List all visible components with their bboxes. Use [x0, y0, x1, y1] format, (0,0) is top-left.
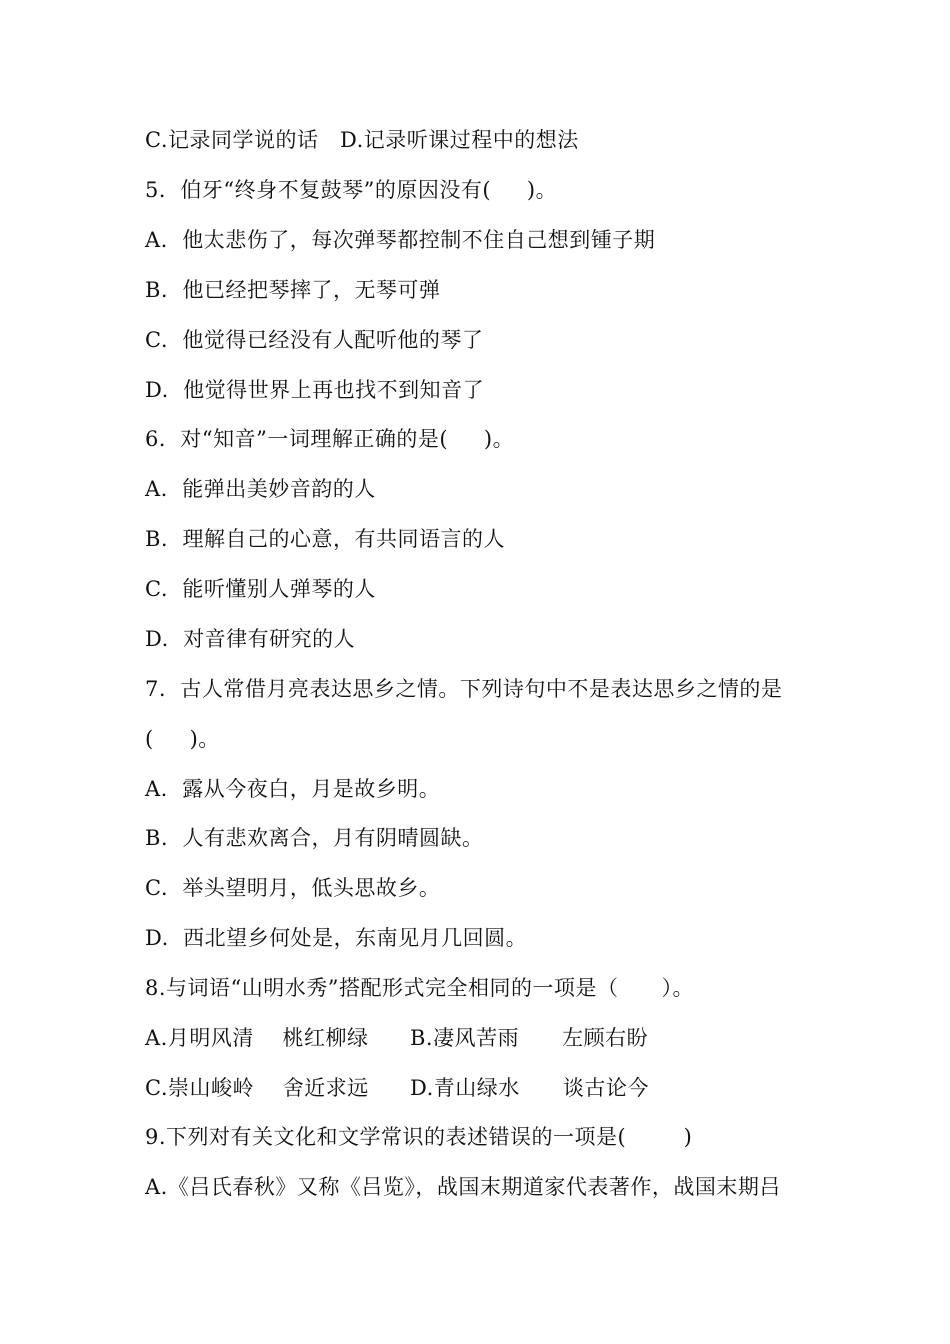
q7-stem-continued: ( )。 — [145, 727, 220, 751]
q6-option-d: D. 对音律有研究的人 — [145, 627, 356, 651]
q5-option-c: C. 他觉得已经没有人配听他的琴了 — [145, 328, 484, 352]
q6-option-b: B. 理解自己的心意，有共同语言的人 — [145, 527, 505, 551]
q9-stem: 9.下列对有关文化和文学常识的表述错误的一项是( ) — [145, 1125, 693, 1149]
q6-option-c: C. 能听懂别人弹琴的人 — [145, 577, 376, 601]
q5-stem: 5．伯牙“终身不复鼓琴”的原因没有( )。 — [145, 178, 558, 202]
q5-option-a: A. 他太悲伤了，每次弹琴都控制不住自己想到锺子期 — [145, 228, 656, 252]
q8-option-d: D.青山绿水 谈古论今 — [410, 1076, 649, 1100]
q8-stem: 8.与词语“山明水秀”搭配形式完全相同的一项是（ ）。 — [145, 976, 695, 1000]
q5-option-b: B. 他已经把琴摔了，无琴可弹 — [145, 278, 441, 302]
q8-option-a: A.月明风清 桃红柳绿 — [145, 1026, 369, 1050]
q8-option-b: B.凄风苦雨 左顾右盼 — [410, 1026, 649, 1050]
q7-option-c: C. 举头望明月，低头思故乡。 — [145, 876, 441, 900]
q9-option-a: A.《吕氏春秋》又称《吕览》，战国末期道家代表著作，战国末期吕 — [145, 1175, 781, 1199]
q7-option-b: B. 人有悲欢离合，月有阴晴圆缺。 — [145, 826, 484, 850]
q6-option-a: A. 能弹出美妙音韵的人 — [145, 477, 376, 501]
q7-option-a: A. 露从今夜白，月是故乡明。 — [145, 777, 441, 801]
q8-options-cd — [145, 1073, 845, 1103]
q7-stem: 7. 古人常借月亮表达思乡之情。下列诗句中不是表达思乡之情的是 — [145, 677, 783, 701]
q6-stem: 6．对“知音”一词理解正确的是( )。 — [145, 427, 515, 451]
q8-option-c: C.崇山峻岭 舍近求远 — [145, 1076, 369, 1100]
q8-options-ab — [145, 1023, 845, 1053]
q4-option-cd: C.记录同学说的话 D.记录听课过程中的想法 — [145, 128, 579, 152]
q5-option-d: D. 他觉得世界上再也找不到知音了 — [145, 378, 485, 402]
q7-option-d: D. 西北望乡何处是，东南见月几回圆。 — [145, 926, 528, 950]
